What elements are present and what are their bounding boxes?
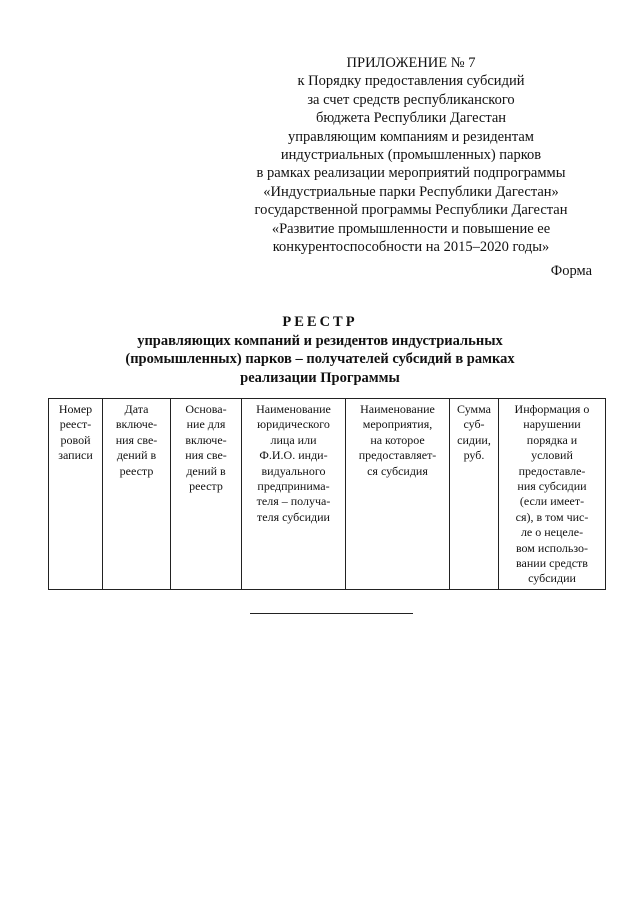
table-header-row (49, 399, 606, 590)
document-title (60, 313, 580, 387)
appendix-header (230, 54, 592, 256)
registry-table (48, 398, 606, 590)
title-line: (промышленных) парков – получателей субсидий в рамках (125, 351, 515, 367)
appendix-line: «Развитие промышленности и повышение ее (271, 220, 551, 237)
appendix-line: управляющим компаниям и резидентам (288, 128, 534, 145)
appendix-line: за счет средств республиканского (307, 91, 515, 108)
title-line: управляющих компаний и резидентов индустриальных (137, 332, 503, 349)
appendix-line: бюджета Республики Дагестан (315, 110, 507, 127)
appendix-line: ПРИЛОЖЕНИЕ № 7 (346, 55, 476, 71)
appendix-line: к Порядку предоставления субсидий (297, 73, 525, 90)
column-header-recipient-name: Наименование юридического лица или Ф.И.О. инди- видуального предпринима- теля – получа- теля субсидии (242, 399, 346, 590)
signature-line (250, 613, 413, 614)
appendix-line: индустриальных (промышленных) парков (280, 147, 542, 164)
form-label: Форма (550, 263, 592, 279)
appendix-line: «Индустриальные парки Республики Дагестан» (263, 183, 559, 200)
title-line: реализации Программы (240, 369, 400, 386)
appendix-line: в рамках реализации мероприятий подпрограммы (256, 165, 566, 182)
column-header-subsidy-amount: Сумма суб- сидии, руб. (450, 399, 499, 590)
column-header-record-number: Номер реест- ровой записи (49, 399, 103, 590)
column-header-activity-name: Наименование мероприятия, на которое предоставляет- ся субсидия (346, 399, 450, 590)
column-header-inclusion-basis: Основа- ние для включе- ния све- дений в реестр (171, 399, 242, 590)
appendix-line: государственной программы Республики Дагестан (254, 202, 568, 219)
column-header-violation-info: Информация о нарушении порядка и условий предоставле- ния субсидии (если имеет- ся), в том чис- ле о нецеле- вом использо- вании средств субсидии (499, 399, 606, 590)
appendix-line: конкурентоспособности на 2015–2020 годы» (272, 239, 550, 256)
column-header-inclusion-date: Дата включе- ния све- дений в реестр (103, 399, 171, 590)
title-heading: РЕЕСТР (282, 314, 358, 330)
